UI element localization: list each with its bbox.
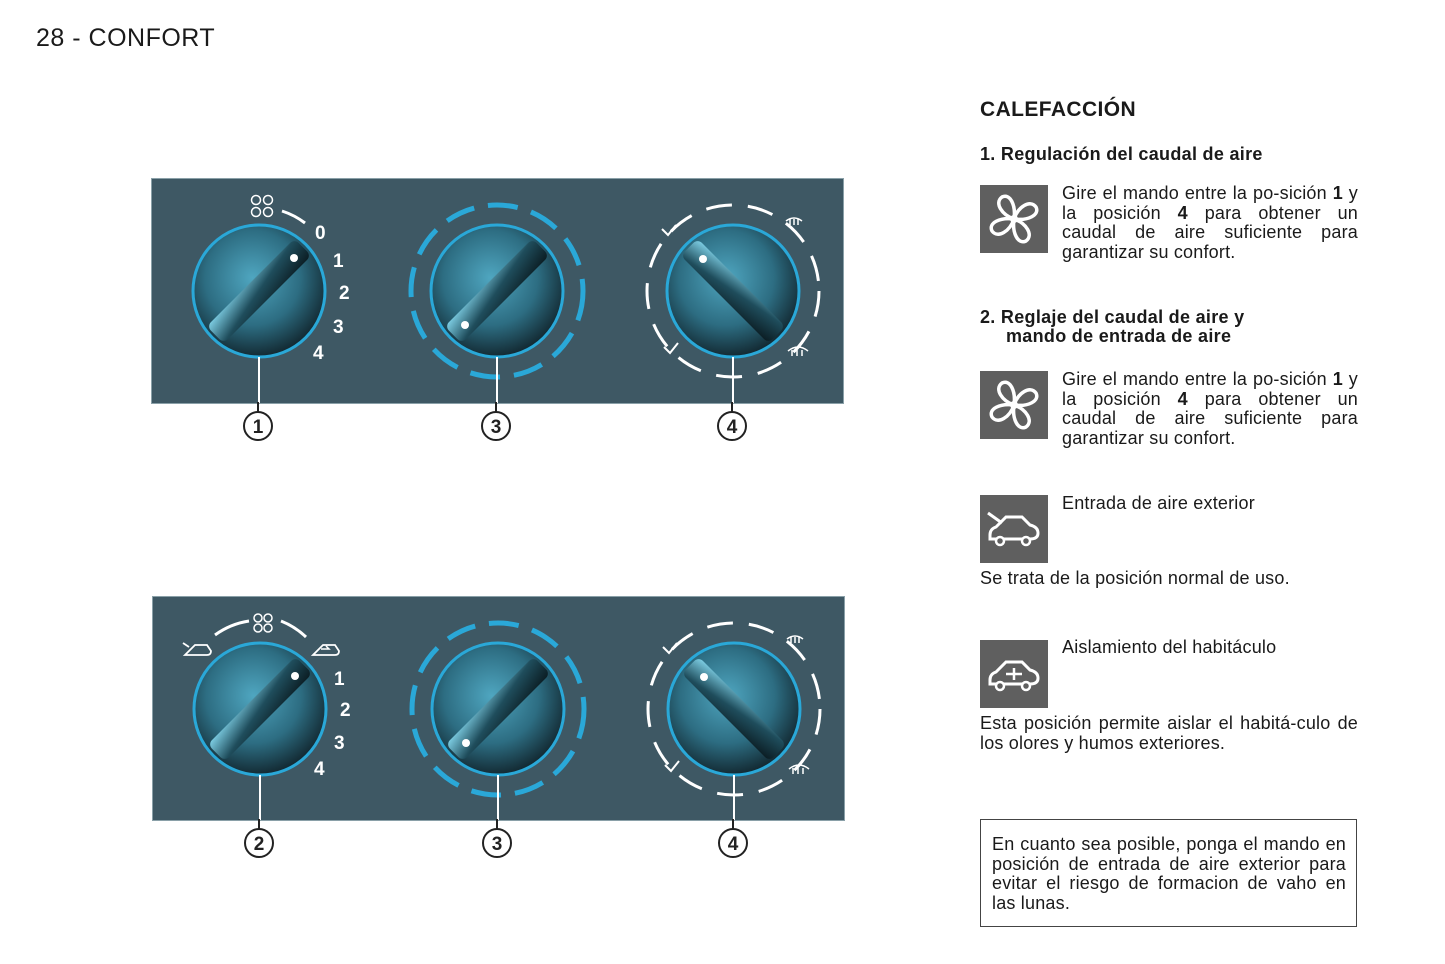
recirculation-icon xyxy=(313,645,339,655)
item2-title: 2. Reglaje del caudal de aire y mando de entrada de aire xyxy=(980,307,1245,346)
fan-icon xyxy=(254,614,272,632)
item2-text: Gire el mando entre la po-sición 1 y la posición 4 para obtener un caudal de aire suficiente para garantizar su confort. xyxy=(1062,369,1359,448)
callouts-top xyxy=(151,402,842,442)
knob-temperature xyxy=(411,205,583,377)
recirculation-icon xyxy=(980,640,1048,708)
isolation-label: Aislamiento del habitáculo xyxy=(1062,637,1277,657)
scale-label-1: 1 xyxy=(334,669,345,690)
fan-icon xyxy=(980,185,1048,253)
fan-icon xyxy=(980,371,1048,439)
scale-label-3: 3 xyxy=(334,733,345,754)
warning-note-text: En cuanto sea posible, ponga el mando en posición de entrada de aire exterior para evitar el riesgo de formacion de vaho en las lunas. xyxy=(992,834,1346,913)
exterior-air-label: Entrada de aire exterior xyxy=(1062,493,1255,513)
callout-3: 3 xyxy=(491,834,503,855)
callout-3: 3 xyxy=(490,417,502,438)
scale-label-2: 2 xyxy=(340,700,351,721)
callout-4: 4 xyxy=(727,834,739,855)
knob-temperature xyxy=(412,623,584,795)
control-panel-figure-top xyxy=(151,178,844,404)
knob-fan-speed xyxy=(193,211,325,357)
knob-air-distribution xyxy=(647,205,819,377)
exterior-air-text: Se trata de la posición normal de uso. xyxy=(980,568,1290,588)
item1-text: Gire el mando entre la po-sición 1 y la posición 4 para obtener un caudal de aire suficiente para garantizar su confort. xyxy=(1062,183,1359,262)
item1-title: 1. Regulación del caudal de aire xyxy=(980,144,1263,164)
knob-fan-speed-recirculation xyxy=(194,621,326,775)
callout-1: 1 xyxy=(252,417,264,438)
callout-4: 4 xyxy=(726,417,738,438)
scale-label-0: 0 xyxy=(315,223,326,244)
page-header: 28 - CONFORT xyxy=(36,24,216,52)
scale-label-1: 1 xyxy=(333,251,344,272)
control-panel-figure-bottom xyxy=(152,596,845,821)
section-title: CALEFACCIÓN xyxy=(980,98,1137,121)
exterior-air-icon xyxy=(980,495,1048,563)
scale-label-3: 3 xyxy=(333,317,344,338)
fan-icon xyxy=(252,196,273,217)
scale-label-4: 4 xyxy=(313,343,324,364)
warning-note-box xyxy=(980,819,1357,927)
exterior-air-icon xyxy=(183,643,211,655)
scale-label-2: 2 xyxy=(339,283,350,304)
knob-air-distribution xyxy=(648,623,820,795)
scale-label-4: 4 xyxy=(314,759,325,780)
callout-2: 2 xyxy=(253,834,265,855)
callouts-bottom xyxy=(152,819,843,861)
isolation-text: Esta posición permite aislar el habitá-culo de los olores y humos exteriores. xyxy=(980,713,1358,753)
